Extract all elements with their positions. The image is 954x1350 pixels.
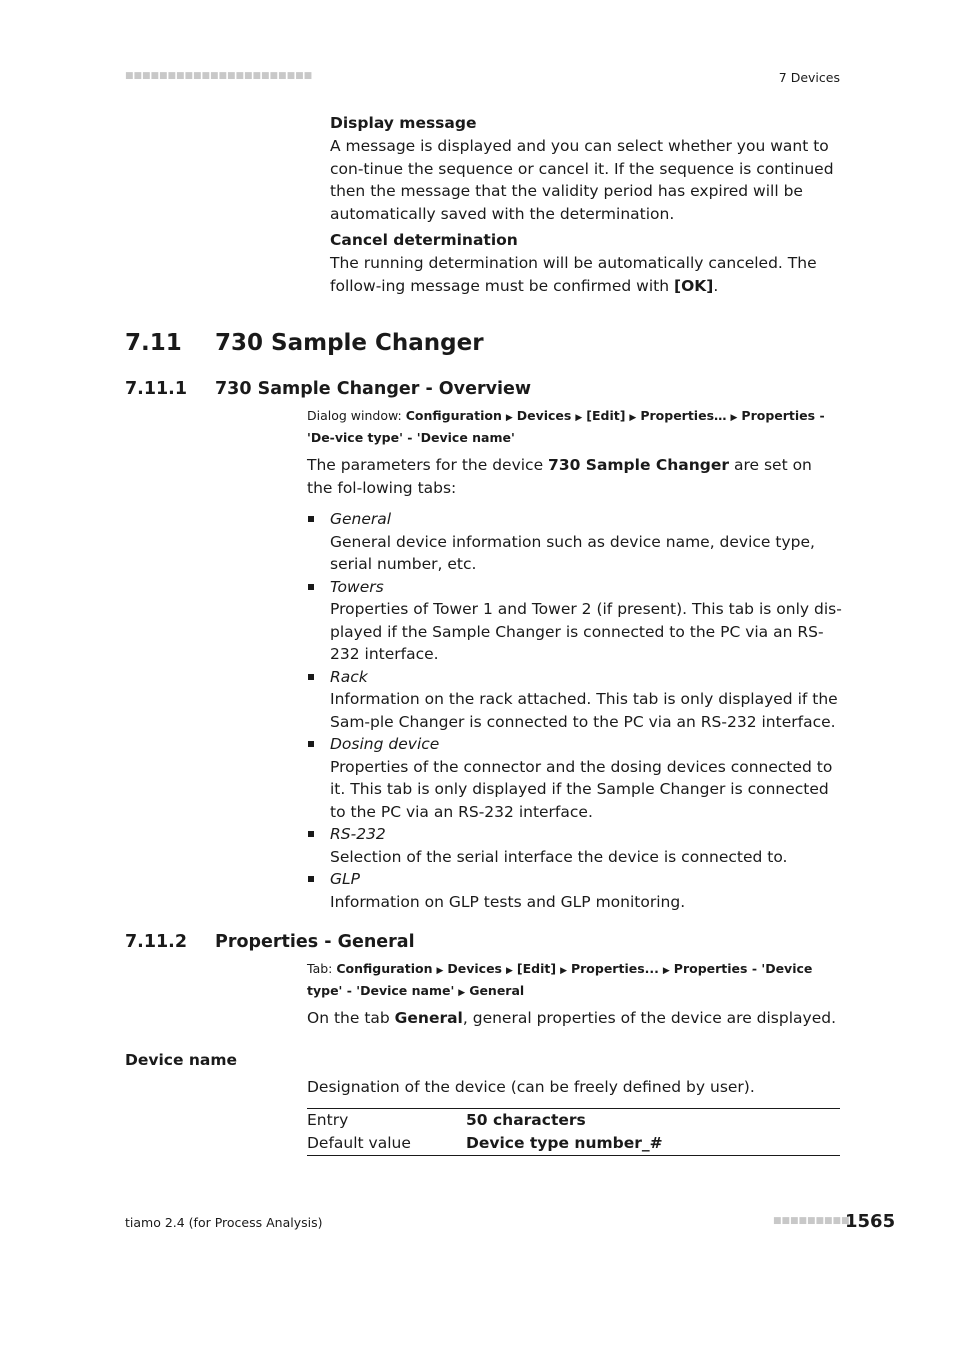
table-value: 50 characters xyxy=(466,1111,586,1129)
display-message-block xyxy=(330,112,842,225)
display-message-text: A message is displayed and you can select whether you want to con-tinue the sequence or cancel it. If the sequence is continued then the message that the validity period has expired will be automatically saved with the determination. xyxy=(330,137,834,223)
bullet-icon xyxy=(308,516,314,522)
subsection-overview-title: 730 Sample Changer - Overview xyxy=(215,379,532,399)
path-arrow-icon: ▶ xyxy=(575,413,583,423)
cancel-text: The running determination will be automatically canceled. The follow-ing message must be confirmed with xyxy=(330,254,817,295)
cancel-text-end: . xyxy=(713,276,719,295)
table-row xyxy=(307,1109,840,1132)
cancel-determination-text xyxy=(330,252,842,297)
cancel-determination-block xyxy=(330,229,842,297)
header-decoration: ■■■■■■■■■■■■■■■■■■■■■■ xyxy=(125,71,313,81)
path-item: Devices xyxy=(516,408,572,423)
path-item: General xyxy=(469,983,525,998)
general-tab-path xyxy=(307,959,847,1003)
tab-name: Rack xyxy=(330,667,368,686)
path-item: Properties… xyxy=(640,408,727,423)
overview-intro-text-end: are set on the fol-lowing tabs: xyxy=(307,456,812,497)
parameter-title: Device name xyxy=(125,1051,238,1069)
subsection-general-number: 7.11.2 xyxy=(125,932,188,952)
cancel-determination-title: Cancel determination xyxy=(330,231,518,249)
subsection-overview-number: 7.11.1 xyxy=(125,379,188,399)
bullet-icon xyxy=(308,876,314,882)
path-item: Configuration xyxy=(336,961,433,976)
bullet-icon xyxy=(308,584,314,590)
overview-dialog-path xyxy=(307,406,842,447)
path-item: [Edit] xyxy=(516,961,557,976)
overview-intro xyxy=(307,454,842,499)
tab-description: Properties of the connector and the dosing devices connected to it. This tab is only displayed if the Sample Changer is connected to the PC via an RS-232 interface. xyxy=(330,757,833,821)
path-arrow-icon: ▶ xyxy=(629,413,637,423)
overview-intro-text: The parameters for the device xyxy=(307,456,549,474)
path-item: Devices xyxy=(447,961,502,976)
tab-description: Information on the rack attached. This tab is only displayed if the Sam-ple Changer is connected to the PC via an RS-232 interface. xyxy=(330,690,838,731)
section-number: 7.11 xyxy=(125,330,182,356)
parameter-table xyxy=(307,1109,840,1154)
list-item xyxy=(307,666,842,734)
table-key: Default value xyxy=(307,1133,411,1152)
device-name-bold: 730 Sample Changer xyxy=(548,456,730,474)
bullet-icon xyxy=(308,674,314,680)
page-number: 1565 xyxy=(845,1211,896,1232)
path-item: Properties - 'De-vice type' - 'Device name' xyxy=(307,408,825,445)
tab-list xyxy=(307,508,842,913)
path-arrow-icon: ▶ xyxy=(662,966,670,976)
path-arrow-icon: ▶ xyxy=(505,966,513,976)
list-item xyxy=(307,823,842,868)
path-arrow-icon: ▶ xyxy=(505,413,513,423)
table-key: Entry xyxy=(307,1111,349,1129)
path-prefix: Dialog window: xyxy=(307,408,406,423)
path-item: Properties... xyxy=(570,961,659,976)
tab-description: Information on GLP tests and GLP monitoring. xyxy=(330,892,686,911)
table-value: Device type number_# xyxy=(466,1133,663,1152)
general-intro-text-end: , general properties of the device are displayed. xyxy=(462,1009,836,1027)
path-arrow-icon: ▶ xyxy=(436,966,444,976)
tab-description: General device information such as device name, device type, serial number, etc. xyxy=(330,532,815,573)
running-header: 7 Devices xyxy=(778,70,840,85)
tab-name: Towers xyxy=(330,577,384,596)
table-row xyxy=(307,1132,840,1155)
list-item xyxy=(307,868,842,913)
path-prefix: Tab: xyxy=(307,961,337,976)
list-item xyxy=(307,733,842,823)
bullet-icon xyxy=(308,831,314,837)
path-item: [Edit] xyxy=(586,408,626,423)
ok-key-label: [OK] xyxy=(674,276,714,295)
tab-name: GLP xyxy=(330,870,360,888)
tab-name: General xyxy=(330,510,392,528)
path-item: Properties - 'Device type' - 'Device name' xyxy=(307,961,813,998)
path-arrow-icon: ▶ xyxy=(458,988,466,998)
footer-product: tiamo 2.4 (for Process Analysis) xyxy=(125,1215,323,1230)
tab-name: Dosing device xyxy=(330,735,440,753)
path-item: Configuration xyxy=(405,408,502,423)
table-bottom-rule xyxy=(307,1155,840,1156)
tab-name: RS-232 xyxy=(330,825,386,843)
section-title: 730 Sample Changer xyxy=(215,330,484,356)
subsection-general-title: Properties - General xyxy=(215,932,415,952)
footer-decoration: ■■■■■■■■■ xyxy=(773,1216,850,1226)
list-item xyxy=(307,508,842,576)
bullet-icon xyxy=(308,741,314,747)
general-intro-text: On the tab xyxy=(307,1009,395,1027)
path-arrow-icon: ▶ xyxy=(560,966,567,976)
display-message-title: Display message xyxy=(330,114,477,132)
list-item xyxy=(307,576,842,666)
tab-name-bold: General xyxy=(394,1009,463,1027)
path-arrow-icon: ▶ xyxy=(730,413,738,423)
parameter-description: Designation of the device (can be freely defined by user). xyxy=(307,1078,755,1096)
tab-description: Selection of the serial interface the device is connected to. xyxy=(330,847,788,866)
general-intro xyxy=(307,1007,842,1030)
tab-description: Properties of Tower 1 and Tower 2 (if present). This tab is only dis-played if the Sample Changer is connected to the PC via an RS-232 interface. xyxy=(330,600,842,663)
